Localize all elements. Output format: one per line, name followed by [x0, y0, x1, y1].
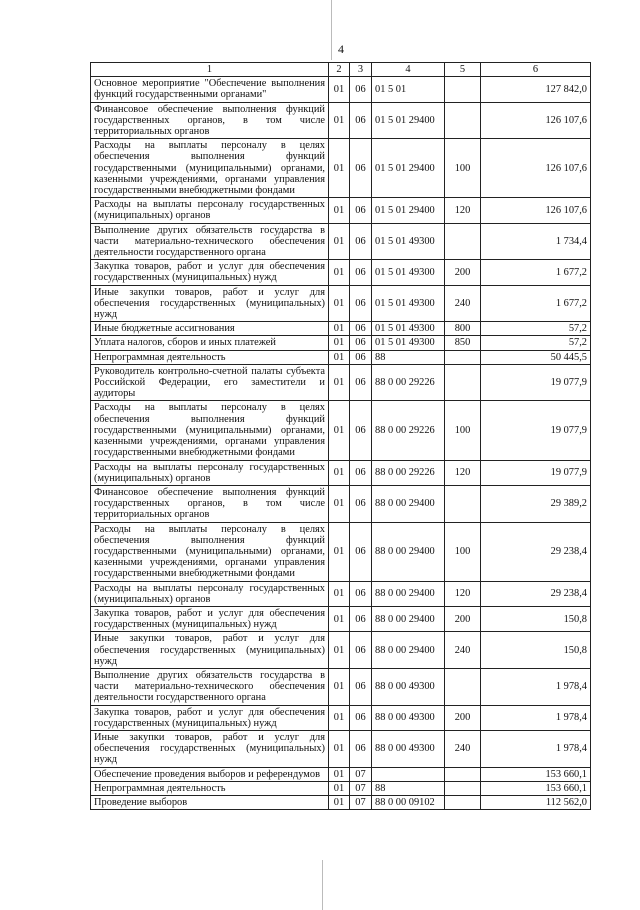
row-name-cell: Основное мероприятие "Обеспечение выполнения функций государственными органами" — [91, 77, 329, 102]
row-section-cell: 01 — [329, 336, 350, 350]
table-row — [91, 139, 591, 198]
row-amount-cell: 153 660,1 — [481, 781, 591, 795]
row-expense-type-cell: 800 — [445, 322, 481, 336]
row-subsection-cell: 06 — [350, 102, 372, 139]
header-cell: 1 — [91, 63, 329, 77]
table-row — [91, 285, 591, 322]
row-expense-type-cell: 120 — [445, 198, 481, 223]
row-expense-type-cell: 240 — [445, 730, 481, 767]
row-amount-cell: 1 734,4 — [481, 223, 591, 260]
row-section-cell: 01 — [329, 401, 350, 460]
table-row — [91, 485, 591, 522]
row-amount-cell: 126 107,6 — [481, 198, 591, 223]
row-name-cell: Проведение выборов — [91, 795, 329, 809]
row-subsection-cell: 06 — [350, 401, 372, 460]
row-section-cell: 01 — [329, 364, 350, 401]
row-target-article-cell: 01 5 01 49300 — [372, 260, 445, 285]
row-section-cell: 01 — [329, 485, 350, 522]
row-section-cell: 01 — [329, 632, 350, 669]
header-cell: 4 — [372, 63, 445, 77]
row-amount-cell: 1 677,2 — [481, 260, 591, 285]
row-target-article-cell: 01 5 01 49300 — [372, 285, 445, 322]
row-expense-type-cell: 200 — [445, 705, 481, 730]
row-section-cell: 01 — [329, 139, 350, 198]
row-subsection-cell: 06 — [350, 522, 372, 581]
row-target-article-cell: 88 0 00 29226 — [372, 364, 445, 401]
header-cell: 6 — [481, 63, 591, 77]
row-expense-type-cell — [445, 781, 481, 795]
row-subsection-cell: 06 — [350, 285, 372, 322]
row-amount-cell: 19 077,9 — [481, 460, 591, 485]
row-subsection-cell: 06 — [350, 632, 372, 669]
table-row — [91, 730, 591, 767]
row-section-cell: 01 — [329, 522, 350, 581]
page-number: 4 — [338, 42, 344, 56]
table-row — [91, 795, 591, 809]
table-row — [91, 102, 591, 139]
row-name-cell: Иные закупки товаров, работ и услуг для обеспечения государственных (муниципальных) нужд — [91, 285, 329, 322]
row-target-article-cell: 88 0 00 29400 — [372, 606, 445, 631]
row-subsection-cell: 07 — [350, 767, 372, 781]
row-amount-cell: 150,8 — [481, 606, 591, 631]
row-expense-type-cell — [445, 102, 481, 139]
row-section-cell: 01 — [329, 795, 350, 809]
row-expense-type-cell: 100 — [445, 401, 481, 460]
row-name-cell: Закупка товаров, работ и услуг для обеспечения государственных (муниципальных) нужд — [91, 606, 329, 631]
row-section-cell: 01 — [329, 350, 350, 364]
header-cell: 5 — [445, 63, 481, 77]
row-subsection-cell: 06 — [350, 198, 372, 223]
row-subsection-cell: 06 — [350, 460, 372, 485]
row-target-article-cell: 88 0 00 29400 — [372, 581, 445, 606]
row-amount-cell: 153 660,1 — [481, 767, 591, 781]
row-target-article-cell: 88 0 00 49300 — [372, 705, 445, 730]
row-target-article-cell: 88 0 00 29400 — [372, 522, 445, 581]
table-row — [91, 77, 591, 102]
row-section-cell: 01 — [329, 260, 350, 285]
header-cell: 3 — [350, 63, 372, 77]
row-target-article-cell: 01 5 01 49300 — [372, 223, 445, 260]
table-row — [91, 781, 591, 795]
row-expense-type-cell: 240 — [445, 632, 481, 669]
table-row — [91, 260, 591, 285]
row-section-cell: 01 — [329, 77, 350, 102]
row-target-article-cell: 01 5 01 49300 — [372, 322, 445, 336]
row-name-cell: Непрограммная деятельность — [91, 350, 329, 364]
row-section-cell: 01 — [329, 223, 350, 260]
table-row — [91, 401, 591, 460]
row-name-cell: Иные бюджетные ассигнования — [91, 322, 329, 336]
table-row — [91, 322, 591, 336]
scan-artifact-line — [331, 0, 332, 60]
row-section-cell: 01 — [329, 767, 350, 781]
row-amount-cell: 57,2 — [481, 322, 591, 336]
row-name-cell: Выполнение других обязательств государства в части материально-технического обеспечения деятельности государственного органа — [91, 668, 329, 705]
row-target-article-cell: 01 5 01 29400 — [372, 139, 445, 198]
table-row — [91, 705, 591, 730]
table-row — [91, 223, 591, 260]
row-amount-cell: 29 238,4 — [481, 581, 591, 606]
row-subsection-cell: 07 — [350, 781, 372, 795]
table-row — [91, 668, 591, 705]
row-expense-type-cell — [445, 795, 481, 809]
row-section-cell: 01 — [329, 322, 350, 336]
table-row — [91, 198, 591, 223]
row-name-cell: Иные закупки товаров, работ и услуг для обеспечения государственных (муниципальных) нужд — [91, 632, 329, 669]
row-amount-cell: 1 677,2 — [481, 285, 591, 322]
table-row — [91, 606, 591, 631]
row-amount-cell: 29 238,4 — [481, 522, 591, 581]
table-row — [91, 336, 591, 350]
row-subsection-cell: 06 — [350, 364, 372, 401]
row-target-article-cell: 88 — [372, 350, 445, 364]
scan-artifact-line — [322, 860, 323, 910]
row-target-article-cell: 01 5 01 49300 — [372, 336, 445, 350]
row-amount-cell: 1 978,4 — [481, 705, 591, 730]
row-expense-type-cell: 200 — [445, 606, 481, 631]
row-name-cell: Расходы на выплаты персоналу государственных (муниципальных) органов — [91, 460, 329, 485]
header-cell: 2 — [329, 63, 350, 77]
row-subsection-cell: 06 — [350, 77, 372, 102]
table-header-row — [91, 63, 591, 77]
row-amount-cell: 126 107,6 — [481, 102, 591, 139]
row-expense-type-cell — [445, 364, 481, 401]
row-target-article-cell: 88 0 00 29400 — [372, 485, 445, 522]
row-amount-cell: 19 077,9 — [481, 401, 591, 460]
row-section-cell: 01 — [329, 460, 350, 485]
table-row — [91, 522, 591, 581]
table-row — [91, 364, 591, 401]
row-subsection-cell: 06 — [350, 139, 372, 198]
row-subsection-cell: 07 — [350, 795, 372, 809]
row-name-cell: Расходы на выплаты персоналу в целях обеспечения выполнения функций государственными (муниципальными) органами, казенными учреждениями, органами управления государственными внебюджетными фондами — [91, 522, 329, 581]
row-name-cell: Расходы на выплаты персоналу государственных (муниципальных) органов — [91, 198, 329, 223]
row-target-article-cell: 01 5 01 — [372, 77, 445, 102]
row-subsection-cell: 06 — [350, 350, 372, 364]
row-target-article-cell: 01 5 01 29400 — [372, 102, 445, 139]
row-name-cell: Иные закупки товаров, работ и услуг для обеспечения государственных (муниципальных) нужд — [91, 730, 329, 767]
row-amount-cell: 1 978,4 — [481, 668, 591, 705]
row-amount-cell: 127 842,0 — [481, 77, 591, 102]
row-subsection-cell: 06 — [350, 705, 372, 730]
row-section-cell: 01 — [329, 581, 350, 606]
row-name-cell: Руководитель контрольно-счетной палаты субъекта Российской Федерации, его заместители и аудиторы — [91, 364, 329, 401]
row-section-cell: 01 — [329, 102, 350, 139]
row-target-article-cell: 88 — [372, 781, 445, 795]
row-expense-type-cell — [445, 485, 481, 522]
row-subsection-cell: 06 — [350, 668, 372, 705]
row-target-article-cell: 88 0 00 29226 — [372, 460, 445, 485]
table-row — [91, 350, 591, 364]
row-expense-type-cell: 120 — [445, 460, 481, 485]
row-target-article-cell: 88 0 00 29400 — [372, 632, 445, 669]
row-name-cell: Расходы на выплаты персоналу в целях обеспечения выполнения функций государственными (муниципальными) органами, казенными учреждениями, органами управления государственными внебюджетными фондами — [91, 401, 329, 460]
row-expense-type-cell: 850 — [445, 336, 481, 350]
row-section-cell: 01 — [329, 730, 350, 767]
row-expense-type-cell — [445, 223, 481, 260]
row-amount-cell: 50 445,5 — [481, 350, 591, 364]
row-expense-type-cell: 120 — [445, 581, 481, 606]
row-expense-type-cell — [445, 668, 481, 705]
row-target-article-cell — [372, 767, 445, 781]
row-subsection-cell: 06 — [350, 322, 372, 336]
row-subsection-cell: 06 — [350, 581, 372, 606]
row-name-cell: Закупка товаров, работ и услуг для обеспечения государственных (муниципальных) нужд — [91, 260, 329, 285]
row-expense-type-cell — [445, 767, 481, 781]
row-expense-type-cell: 100 — [445, 522, 481, 581]
row-section-cell: 01 — [329, 606, 350, 631]
row-amount-cell: 1 978,4 — [481, 730, 591, 767]
row-name-cell: Выполнение других обязательств государства в части материально-технического обеспечения деятельности государственного органа — [91, 223, 329, 260]
row-section-cell: 01 — [329, 285, 350, 322]
table-row — [91, 632, 591, 669]
row-target-article-cell: 01 5 01 29400 — [372, 198, 445, 223]
row-target-article-cell: 88 0 00 49300 — [372, 668, 445, 705]
row-name-cell: Обеспечение проведения выборов и референдумов — [91, 767, 329, 781]
table-row — [91, 767, 591, 781]
row-amount-cell: 29 389,2 — [481, 485, 591, 522]
row-amount-cell: 19 077,9 — [481, 364, 591, 401]
row-expense-type-cell: 200 — [445, 260, 481, 285]
row-amount-cell: 112 562,0 — [481, 795, 591, 809]
row-subsection-cell: 06 — [350, 336, 372, 350]
row-section-cell: 01 — [329, 668, 350, 705]
row-subsection-cell: 06 — [350, 730, 372, 767]
row-name-cell: Расходы на выплаты персоналу государственных (муниципальных) органов — [91, 581, 329, 606]
row-expense-type-cell — [445, 350, 481, 364]
row-expense-type-cell: 240 — [445, 285, 481, 322]
table-row — [91, 460, 591, 485]
row-name-cell: Закупка товаров, работ и услуг для обеспечения государственных (муниципальных) нужд — [91, 705, 329, 730]
row-expense-type-cell: 100 — [445, 139, 481, 198]
row-section-cell: 01 — [329, 705, 350, 730]
row-amount-cell: 126 107,6 — [481, 139, 591, 198]
row-subsection-cell: 06 — [350, 606, 372, 631]
row-subsection-cell: 06 — [350, 223, 372, 260]
row-expense-type-cell — [445, 77, 481, 102]
table-row — [91, 581, 591, 606]
row-target-article-cell: 88 0 00 49300 — [372, 730, 445, 767]
row-name-cell: Уплата налогов, сборов и иных платежей — [91, 336, 329, 350]
row-name-cell: Финансовое обеспечение выполнения функций государственных органов, в том числе территориальных органов — [91, 102, 329, 139]
row-amount-cell: 150,8 — [481, 632, 591, 669]
row-name-cell: Расходы на выплаты персоналу в целях обеспечения выполнения функций государственными (муниципальными) органами, казенными учреждениями, органами управления государственными внебюджетными фондами — [91, 139, 329, 198]
row-name-cell: Финансовое обеспечение выполнения функций государственных органов, в том числе территориальных органов — [91, 485, 329, 522]
row-name-cell: Непрограммная деятельность — [91, 781, 329, 795]
row-amount-cell: 57,2 — [481, 336, 591, 350]
budget-table — [90, 62, 591, 810]
row-subsection-cell: 06 — [350, 485, 372, 522]
row-subsection-cell: 06 — [350, 260, 372, 285]
row-target-article-cell: 88 0 00 29226 — [372, 401, 445, 460]
row-section-cell: 01 — [329, 781, 350, 795]
row-target-article-cell: 88 0 00 09102 — [372, 795, 445, 809]
row-section-cell: 01 — [329, 198, 350, 223]
